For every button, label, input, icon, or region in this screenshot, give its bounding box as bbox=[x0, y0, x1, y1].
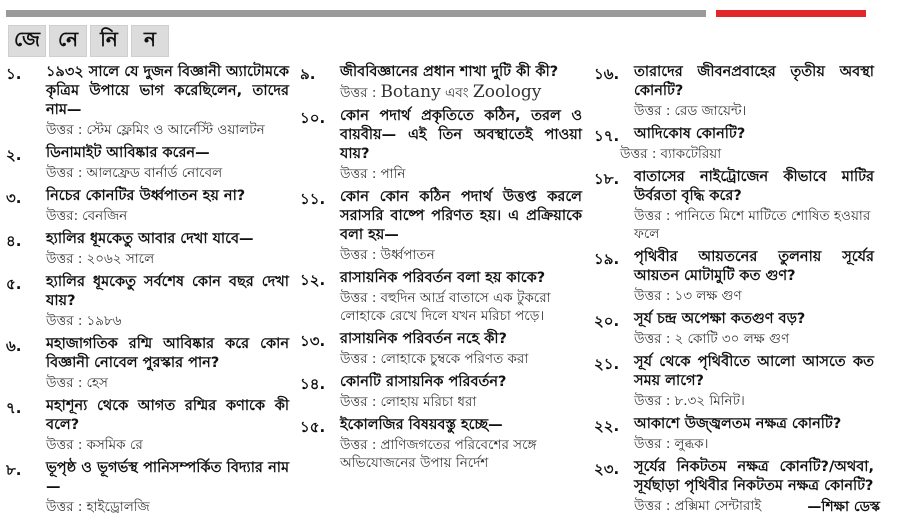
question-number: ৯. bbox=[300, 65, 316, 83]
answer-text: ২০৬২ সালে bbox=[86, 251, 155, 267]
question-text: আদিকোষ কোনটি? bbox=[634, 126, 746, 142]
answer bbox=[46, 436, 289, 454]
question-text: রাসায়নিক পরিবর্তন বলা হয় কাকে? bbox=[340, 270, 546, 286]
answer-label: উত্তর : bbox=[46, 499, 83, 515]
qa-item bbox=[6, 273, 289, 330]
qa-item bbox=[6, 144, 289, 182]
answer bbox=[46, 121, 289, 139]
question-number: ১০. bbox=[300, 109, 326, 127]
answer bbox=[340, 350, 582, 368]
answer-text: লুব্ধক। bbox=[674, 436, 709, 452]
answer-text: ৮.৩২ মিনিট। bbox=[674, 393, 745, 409]
answer-label: উত্তর: bbox=[46, 208, 79, 224]
question-number: ২৩. bbox=[594, 460, 620, 478]
answer-text: ১৯৮৬ bbox=[86, 313, 122, 329]
question-number: ৫. bbox=[6, 275, 22, 293]
answer-label: উত্তর : bbox=[340, 351, 377, 367]
question-text: বাতাসের নাইট্রোজেন কীভাবে মাটির উর্বরতা বৃদ্ধি করে? bbox=[634, 169, 874, 204]
answer-label: উত্তর : bbox=[46, 313, 83, 329]
answer-label: উত্তর : bbox=[634, 208, 671, 224]
column-3 bbox=[594, 63, 874, 520]
answer bbox=[340, 246, 582, 264]
answer-text: Botany bbox=[380, 82, 441, 102]
question-number: ২. bbox=[6, 146, 22, 164]
question-text: কোন কোন কঠিন পদার্থ উত্তপ্ত করলে সরাসরি বাষ্পে পরিণত হয়। এ প্রক্রিয়াকে বলা হয়— bbox=[340, 189, 582, 243]
answer bbox=[634, 435, 874, 453]
answer-label: উত্তর : bbox=[340, 290, 377, 306]
answer-label: উত্তর : bbox=[340, 437, 377, 453]
column-1 bbox=[6, 63, 289, 521]
answer bbox=[46, 164, 289, 182]
answer-text: ব্যাকটেরিয়া bbox=[660, 146, 722, 162]
answer-text: লোহাকে চুম্বকে পরিণত করা bbox=[380, 351, 529, 367]
question-number: ৪. bbox=[6, 232, 22, 250]
qa-item bbox=[300, 107, 582, 183]
qa-item bbox=[300, 188, 582, 264]
answer-label: উত্তর : bbox=[620, 146, 657, 162]
answer-label: উত্তর : bbox=[340, 85, 377, 101]
title-tile: নে bbox=[49, 25, 87, 57]
column-2 bbox=[300, 63, 582, 477]
answer-label: উত্তর : bbox=[634, 393, 671, 409]
question-number: ১৭. bbox=[594, 127, 620, 145]
question-number: ১২. bbox=[300, 271, 326, 289]
title-tile: নি bbox=[90, 25, 128, 57]
answer bbox=[634, 330, 874, 348]
answer bbox=[620, 145, 874, 163]
question-number: ১৪. bbox=[300, 375, 326, 393]
question-number: ১৬. bbox=[594, 65, 620, 83]
question-text: সূর্য থেকে পৃথিবীতে আলো আসতে কত সময় লাগে? bbox=[634, 354, 874, 389]
question-text: কোনটি রাসায়নিক পরিবর্তন? bbox=[340, 374, 507, 390]
answer-text: ২ কোটি ৩০ লক্ষ গুণ bbox=[674, 331, 790, 347]
answer-label: উত্তর : bbox=[634, 331, 671, 347]
answer-text: রেড জায়েন্ট। bbox=[674, 103, 747, 119]
answer-label: উত্তর : bbox=[46, 165, 83, 181]
question-number: ৭. bbox=[6, 399, 22, 417]
answer-text: Zoology bbox=[472, 82, 542, 102]
answer-text: বহুদিন আর্দ্র বাতাসে এক টুকরো লোহাকে রেখে দিলে যখন মরিচা পড়ে। bbox=[340, 290, 551, 324]
answer-label: উত্তর : bbox=[46, 375, 83, 391]
question-text: সূর্য চন্দ্র অপেক্ষা কতগুণ বড়? bbox=[634, 311, 806, 327]
answer-text: উর্ধ্বপাতন bbox=[380, 247, 435, 263]
answer bbox=[46, 250, 289, 268]
question-text: আকাশে উজ্জ্বলতম নক্ষত্র কোনটি? bbox=[634, 416, 842, 432]
answer-text: স্টেম ফ্লেমিং ও আর্নেস্টি ওয়ালটন bbox=[86, 122, 265, 138]
answer-text: হাইড্রোলজি bbox=[86, 499, 150, 515]
question-text: মহাশূন্য থেকে আগত রশ্মির কণাকে কী বলে? bbox=[46, 398, 289, 433]
qa-item bbox=[6, 187, 289, 225]
question-number: ১৮. bbox=[594, 170, 620, 188]
question-number: ১. bbox=[6, 65, 22, 83]
qa-item bbox=[6, 335, 289, 392]
answer-text: হেস bbox=[86, 375, 108, 391]
qa-item bbox=[300, 373, 582, 411]
qa-item bbox=[300, 269, 582, 325]
qa-item bbox=[594, 125, 874, 163]
question-text: হ্যালির ধূমকেতু সর্বশেষ কোন বছর দেখা যায়? bbox=[46, 274, 289, 309]
answer bbox=[340, 165, 582, 183]
qa-item bbox=[594, 310, 874, 348]
answer bbox=[46, 207, 289, 225]
answer-text: কসমিক রে bbox=[86, 437, 143, 453]
answer bbox=[340, 436, 582, 472]
question-number: ৩. bbox=[6, 189, 22, 207]
answer-text: ১৩ লক্ষ গুণ bbox=[674, 288, 742, 304]
answer bbox=[340, 83, 582, 102]
question-text: জীববিজ্ঞানের প্রধান শাখা দুটি কী কী? bbox=[340, 64, 559, 80]
answer-label: উত্তর : bbox=[46, 122, 83, 138]
qa-item bbox=[594, 353, 874, 410]
top-rule-red bbox=[716, 10, 866, 17]
answer bbox=[340, 393, 582, 411]
qa-item bbox=[594, 168, 874, 243]
question-text: কোন পদার্থ প্রকৃতিতে কঠিন, তরল ও বায়বীয়— এই তিন অবস্থাতেই পাওয়া যায়? bbox=[340, 108, 582, 162]
qa-item bbox=[6, 230, 289, 268]
question-text: ১৯৩২ সালে যে দুজন বিজ্ঞানী অ্যাটোমকে কৃত্রিম উপায়ে ভাগ করেছিলেন, তাদের নাম— bbox=[46, 64, 289, 118]
answer-label: উত্তর : bbox=[46, 251, 83, 267]
top-rule-gray bbox=[6, 10, 706, 17]
title-tile: জে bbox=[8, 25, 46, 57]
answer bbox=[46, 374, 289, 392]
answer-label: উত্তর : bbox=[340, 166, 377, 182]
answer-text: আলফ্রেড বার্নার্ড নোবেল bbox=[86, 165, 223, 181]
question-number: ১৯. bbox=[594, 250, 620, 268]
question-number: ২২. bbox=[594, 417, 620, 435]
answer bbox=[634, 102, 874, 120]
question-text: পৃথিবীর আয়তনের তুলনায় সূর্যের আয়তন মোটামুটি কত গুণ? bbox=[634, 249, 874, 284]
qa-item bbox=[594, 63, 874, 120]
question-number: ১১. bbox=[300, 190, 326, 208]
answer-text: প্রক্সিমা সেন্টারাই bbox=[674, 498, 762, 514]
qa-item bbox=[594, 415, 874, 453]
answer-label: উত্তর : bbox=[634, 436, 671, 452]
question-text: ইকোলজির বিষয়বস্তু হচ্ছে— bbox=[340, 417, 503, 433]
qa-item bbox=[300, 63, 582, 102]
author-signature: —শিক্ষা ডেস্ক bbox=[807, 499, 880, 515]
question-number: ৮. bbox=[6, 461, 22, 479]
answer-text: বেনজিন bbox=[82, 208, 128, 224]
answer-label: উত্তর : bbox=[340, 394, 377, 410]
answer bbox=[46, 498, 289, 516]
answer bbox=[634, 207, 874, 243]
answer-text: পানিতে মিশে মাটিতে শোষিত হওয়ার ফলে bbox=[634, 208, 871, 242]
answer-label: উত্তর : bbox=[340, 247, 377, 263]
answer-conjunction: এবং bbox=[444, 85, 469, 101]
answer bbox=[340, 289, 582, 325]
question-text: নিচের কোনটির উর্ধ্বপাতন হয় না? bbox=[46, 188, 246, 204]
qa-item bbox=[300, 416, 582, 472]
question-text: ভূপৃষ্ঠ ও ভূগর্ভস্থ পানিসম্পর্কিত বিদ্যার নাম— bbox=[46, 460, 289, 495]
question-text: রাসায়নিক পরিবর্তন নহে কী? bbox=[340, 331, 507, 347]
answer bbox=[634, 392, 874, 410]
qa-item bbox=[6, 397, 289, 454]
question-number: ৬. bbox=[6, 337, 22, 355]
title-tile: ন bbox=[131, 25, 169, 57]
answer-text: প্রাণিজগতের পরিবেশের সঙ্গে অভিযোজনের উপায় নির্দেশ bbox=[340, 437, 537, 471]
question-number: ১৫. bbox=[300, 418, 326, 436]
answer bbox=[46, 312, 289, 330]
answer-label: উত্তর : bbox=[634, 288, 671, 304]
answer-text: পানি bbox=[380, 166, 406, 182]
qa-item bbox=[594, 248, 874, 305]
answer bbox=[634, 287, 874, 305]
section-title bbox=[8, 25, 169, 57]
question-text: তারাদের জীবনপ্রবাহের তৃতীয় অবস্থা কোনটি? bbox=[634, 64, 874, 99]
question-text: হ্যালির ধূমকেতু আবার দেখা যাবে— bbox=[46, 231, 254, 247]
question-text: সূর্যের নিকটতম নক্ষত্র কোনটি?/অথবা, সূর্যছাড়া পৃথিবীর নিকটতম নক্ষত্র কোনটি? bbox=[634, 459, 874, 494]
answer-text: লোহায় মরিচা ধরা bbox=[380, 394, 477, 410]
question-text: মহাজাগতিক রশ্মি আবিষ্কার করে কোন বিজ্ঞানী নোবেল পুরস্কার পান? bbox=[46, 336, 289, 371]
answer-label: উত্তর : bbox=[634, 103, 671, 119]
qa-item bbox=[6, 63, 289, 139]
question-text: ডিনামাইট আবিষ্কার করেন— bbox=[46, 145, 210, 161]
question-number: ২০. bbox=[594, 312, 620, 330]
qa-item bbox=[6, 459, 289, 516]
answer-label: উত্তর : bbox=[46, 437, 83, 453]
question-number: ২১. bbox=[594, 355, 620, 373]
qa-item bbox=[300, 330, 582, 368]
answer-label: উত্তর : bbox=[634, 498, 671, 514]
question-number: ১৩. bbox=[300, 332, 326, 350]
